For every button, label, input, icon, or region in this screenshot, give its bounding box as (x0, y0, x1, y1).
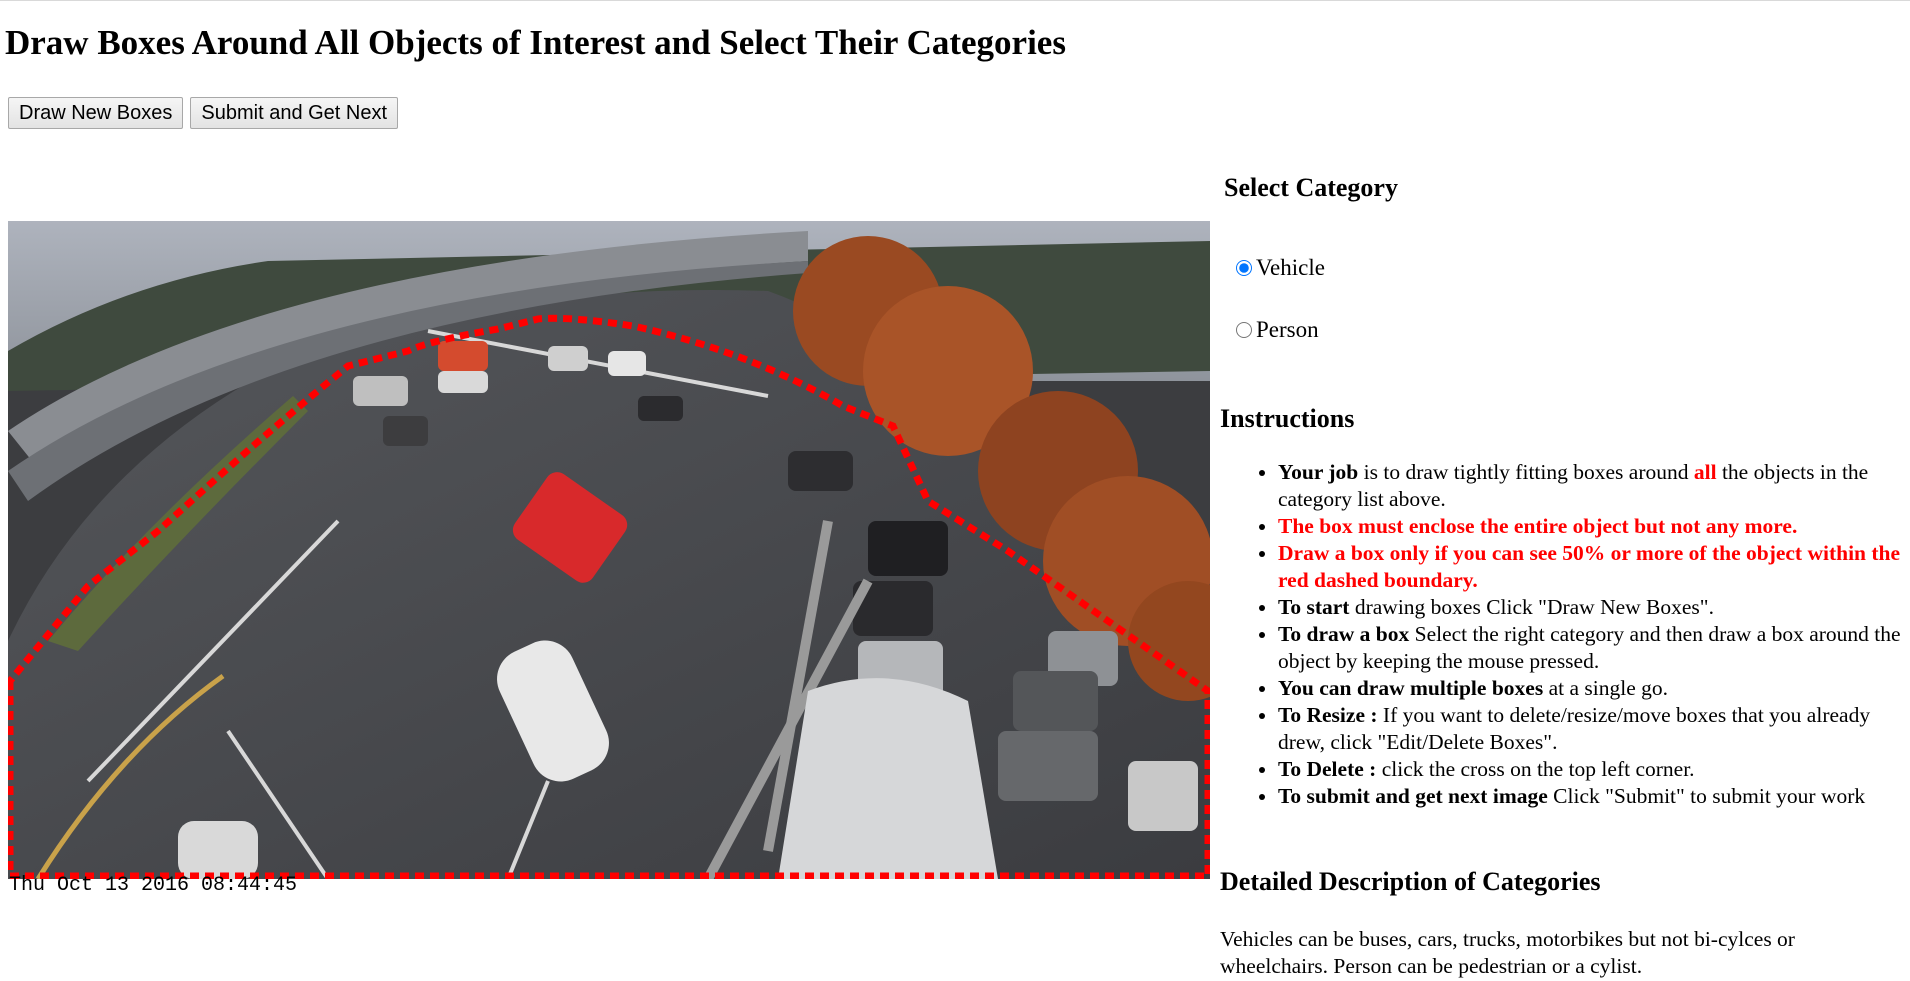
list-item: • To submit and get next image Click "Submit" to submit your work (1278, 783, 1908, 810)
list-item: • To start drawing boxes Click "Draw New Boxes". (1278, 594, 1908, 621)
person-label: Person (1256, 317, 1319, 342)
camera-timestamp: Thu Oct 13 2016 08:44:45 (9, 874, 298, 897)
person-radio[interactable] (1236, 322, 1252, 338)
list-item: • To Delete : click the cross on the top left corner. (1278, 756, 1908, 783)
instructions-heading: Instructions (1220, 404, 1355, 433)
annotation-canvas[interactable] (8, 221, 1210, 879)
camera-housing (778, 678, 998, 879)
submit-and-get-next-button[interactable]: Submit and Get Next (190, 97, 398, 129)
toolbar (8, 97, 401, 129)
vehicle-label: Vehicle (1256, 255, 1325, 280)
list-item: • Your job is to draw tightly fitting boxes around all the objects in the category list above. (1278, 459, 1908, 513)
vehicle-radio[interactable] (1236, 260, 1252, 276)
list-item: • To Resize : If you want to delete/resize/move boxes that you already drew, click "Edit/Delete Boxes". (1278, 702, 1908, 756)
page-title: Draw Boxes Around All Objects of Interest and Select Their Categories (5, 23, 1066, 62)
instructions-list (1218, 459, 1908, 810)
list-item: • The box must enclose the entire object but not any more. (1278, 513, 1908, 540)
draw-new-boxes-button[interactable]: Draw New Boxes (8, 97, 183, 129)
category-description-text: Vehicles can be buses, cars, trucks, motorbikes but not bi-cylces or wheelchairs. Person can be pedestrian or a cylist. (1220, 927, 1795, 978)
list-item: • Draw a box only if you can see 50% or more of the object within the red dashed boundary. (1278, 540, 1908, 594)
category-option-person[interactable] (1236, 317, 1319, 343)
category-option-vehicle[interactable] (1236, 255, 1325, 281)
select-category-heading: Select Category (1224, 173, 1398, 202)
list-item: • To draw a box Select the right category and then draw a box around the object by keeping the mouse pressed. (1278, 621, 1908, 675)
camera-image (8, 221, 1210, 879)
list-item: • You can draw multiple boxes at a single go. (1278, 675, 1908, 702)
category-description-heading: Detailed Description of Categories (1220, 867, 1601, 896)
